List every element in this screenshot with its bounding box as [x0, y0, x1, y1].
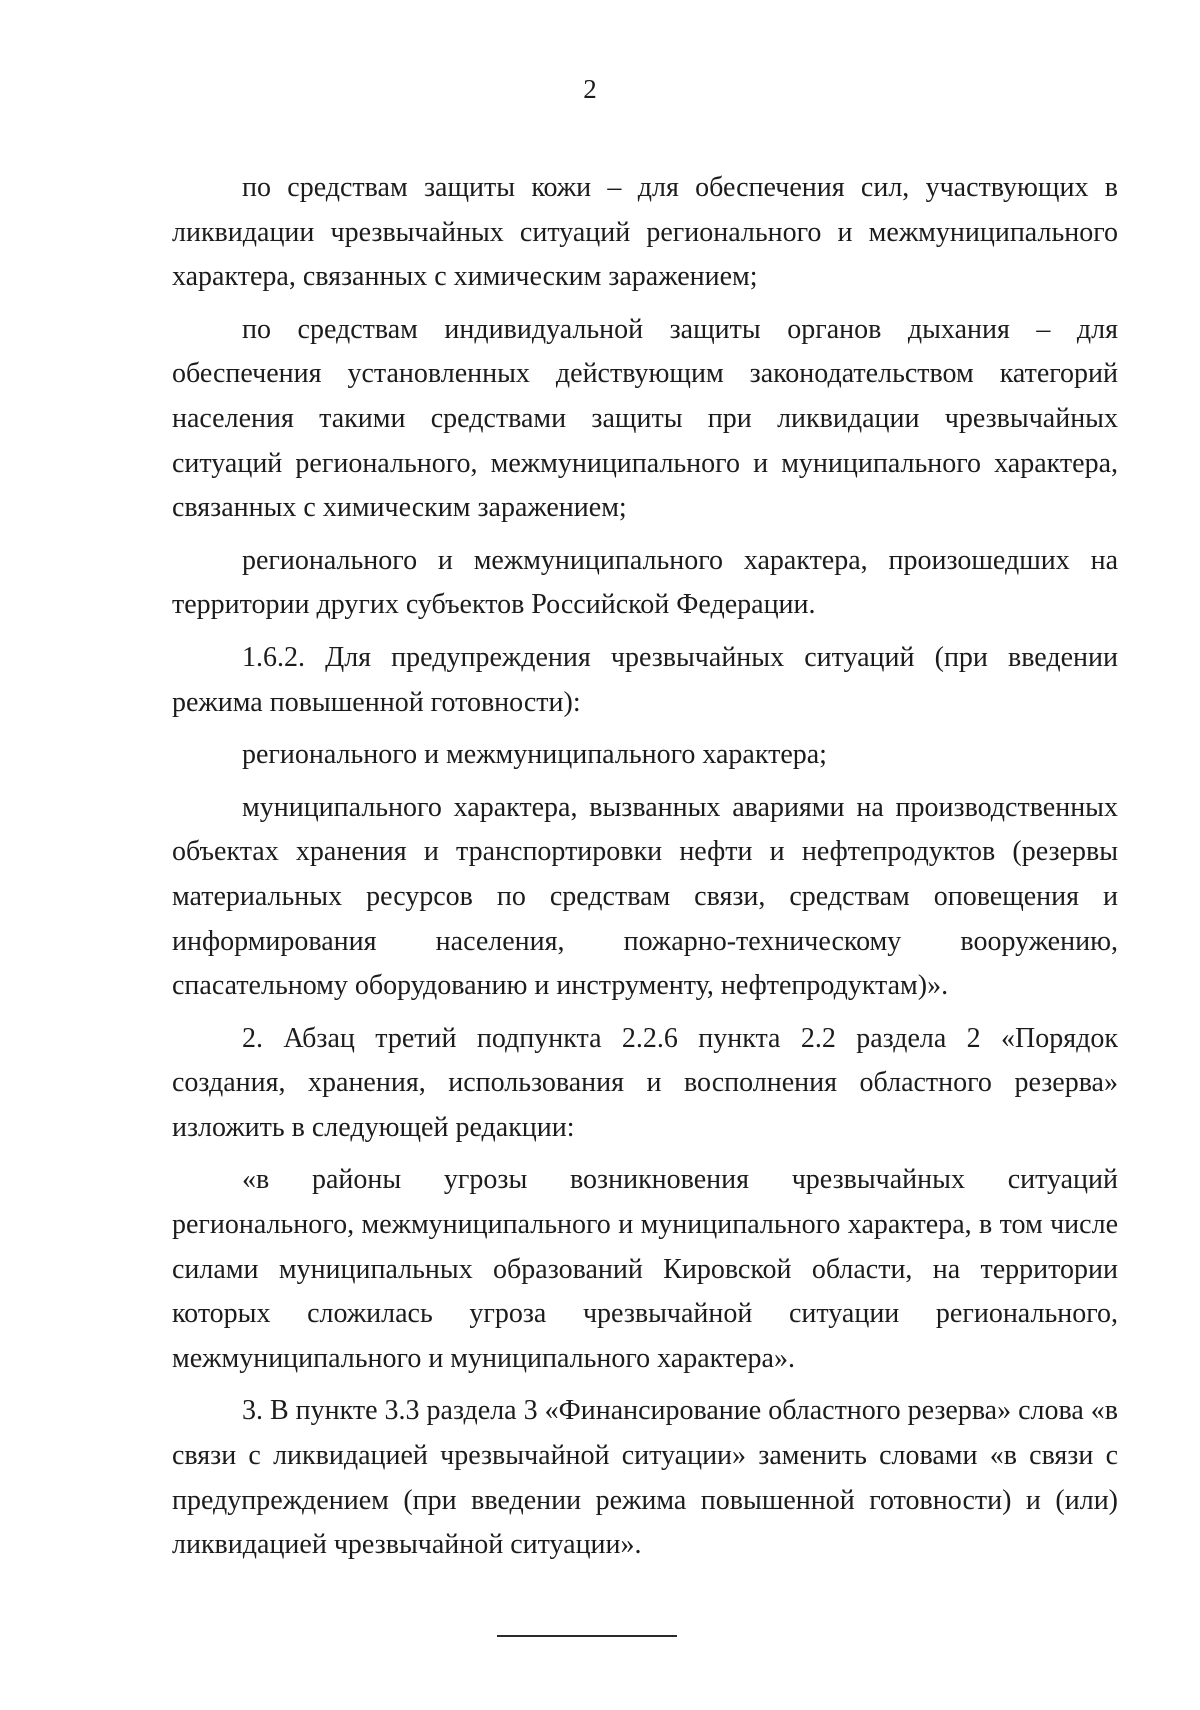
- paragraph-skin-protection: по средствам защиты кожи – для обеспечения сил, участвующих в ликвидации чрезвычайных ситуаций регионального и межмуниципального характера, связанных с химическим заражением;: [172, 172, 1118, 293]
- paragraph-item-2-quote: «в районы угрозы возникновения чрезвычайных ситуаций регионального, межмуниципального и муниципального характера, в том числе силами муниципальных образований Кировской области, на территории которых сложилась угроза чрезвычайной ситуации регионального, межмуниципального и муниципального характера».: [172, 1164, 1118, 1374]
- paragraph-item-2: 2. Абзац третий подпункта 2.2.6 пункта 2.2 раздела 2 «Порядок создания, хранения, использования и восполнения областного резерва» изложить в следующей редакции:: [172, 1022, 1118, 1143]
- page-number: 2: [583, 74, 597, 104]
- paragraph-municipal-character: муниципального характера, вызванных авариями на производственных объектах хранения и транспортировки нефти и нефтепродуктов (резервы материальных ресурсов по средствам связи, средствам оповещения и информирования населения, пожарно-техническому вооружению, спасательному оборудованию и инструменту, нефтепродуктам)».: [172, 791, 1118, 1002]
- document-body: [172, 166, 1118, 1568]
- paragraph-respiratory-protection: по средствам индивидуальной защиты органов дыхания – для обеспечения установленных действующим законодательством категорий населения такими средствами защиты при ликвидации чрезвычайных ситуаций регионального, межмуниципального и муниципального характера, связанных с химическим заражением;: [172, 313, 1118, 524]
- paragraph-1-6-2: 1.6.2. Для предупреждения чрезвычайных ситуаций (при введении режима повышенной готовности):: [172, 641, 1118, 718]
- end-of-document-rule: [497, 1635, 677, 1637]
- paragraph-regional-character: регионального и межмуниципального характера;: [242, 739, 827, 771]
- paragraph-item-3: 3. В пункте 3.3 раздела 3 «Финансирование областного резерва» слова «в связи с ликвидацией чрезвычайной ситуации» заменить словами «в связи с предупреждением (при введении режима повышенной готовности) и (или) ликвидацией чрезвычайной ситуации».: [172, 1395, 1119, 1561]
- paragraph-other-regions: регионального и межмуниципального характера, произошедших на территории других субъектов Российской Федерации.: [172, 544, 1118, 621]
